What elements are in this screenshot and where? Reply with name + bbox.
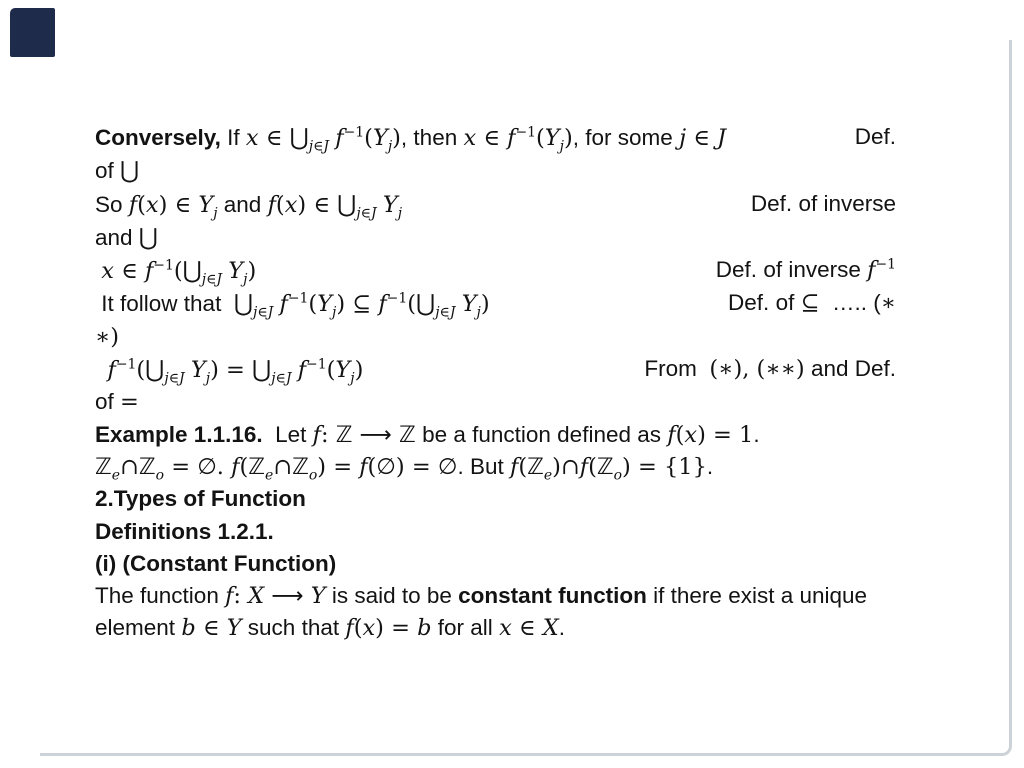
line-content (95, 389, 139, 414)
text-segment: f (509, 453, 519, 480)
text-segment: if there exist a unique (646, 583, 868, 609)
text-segment: j (243, 271, 248, 288)
text-segment: ( (239, 453, 249, 480)
text-segment: f (107, 357, 116, 384)
text-segment: ⋃ (415, 289, 436, 318)
text-segment: and (95, 224, 139, 250)
text-segment: ( (588, 453, 597, 480)
text-segment: ( (353, 615, 363, 642)
text-segment: f (144, 258, 154, 285)
text-segment: j∈J (308, 138, 330, 155)
text-line (95, 580, 930, 612)
text-segment: ℤ (527, 453, 544, 480)
text-segment: e (264, 467, 274, 484)
text-segment: ⋃ (337, 189, 357, 218)
text-segment: X (248, 583, 265, 610)
text-segment: So (95, 191, 129, 217)
text-segment: ∗ (880, 290, 896, 317)
text-segment: j∈J (271, 370, 292, 387)
text-segment: x (362, 615, 376, 642)
text-segment: ( (326, 357, 336, 384)
text-line (95, 386, 930, 418)
text-segment: be a function defined as (415, 421, 668, 447)
text-segment: element (95, 615, 182, 641)
text-segment: f (867, 257, 876, 284)
text-segment: Y (310, 583, 326, 610)
text-segment: and Def. (804, 356, 896, 382)
text-segment: such that (241, 615, 346, 641)
text-segment: ∈ (686, 125, 718, 151)
text-segment: From (644, 356, 710, 382)
text-segment: ⊆ (345, 291, 379, 318)
text-segment: f (225, 583, 234, 610)
text-segment: j (332, 304, 337, 321)
text-segment: . (753, 421, 760, 447)
text-segment: j (559, 138, 564, 155)
text-segment: ) (622, 453, 631, 480)
text-segment: ) (697, 421, 706, 448)
text-segment: j (350, 370, 355, 387)
text-segment: for all (431, 615, 500, 641)
text-segment: f (335, 125, 344, 151)
text-segment (95, 357, 108, 382)
text-line (95, 353, 930, 386)
text-segment: j (476, 304, 481, 321)
corner-accent (10, 8, 55, 57)
text-segment: −1 (287, 290, 309, 307)
text-segment: ∈ (306, 191, 338, 218)
text-segment: ) (247, 258, 257, 285)
text-segment: ∗) (95, 323, 120, 350)
text-segment: Def. of inverse (750, 190, 896, 216)
text-segment: Def. of inverse (715, 257, 868, 283)
text-segment: = (383, 615, 418, 642)
text-line (95, 419, 930, 451)
text-segment: b (181, 615, 196, 642)
text-line (95, 612, 930, 644)
text-segment: j∈J (201, 271, 223, 288)
text-segment: j∈J (435, 304, 456, 321)
line-annotation (644, 353, 930, 386)
text-line (95, 483, 930, 515)
text-segment: f (507, 125, 516, 151)
text-segment: (∅) = ∅ (367, 453, 458, 480)
text-line (95, 516, 930, 548)
text-segment: If (220, 125, 246, 150)
text-segment: ) (480, 291, 490, 318)
text-segment: o (613, 467, 623, 484)
text-segment: is said to be (325, 583, 459, 609)
text-segment: Y (228, 258, 244, 285)
line-content (95, 324, 119, 349)
text-segment: ) (336, 291, 346, 318)
text-segment: ( (675, 421, 685, 448)
text-segment: j (397, 205, 403, 222)
text-segment: (i) (Constant Function) (95, 550, 337, 576)
text-segment: ℤ (248, 453, 265, 480)
text-segment: Y (198, 191, 214, 218)
line-content (95, 287, 490, 320)
text-segment: f (378, 291, 387, 318)
text-segment: e (543, 467, 553, 484)
text-segment: ) (563, 125, 573, 151)
text-segment: ( (137, 191, 146, 218)
text-segment: Y (461, 291, 477, 318)
text-segment: ) (297, 191, 307, 218)
text-segment: Y (544, 125, 560, 151)
text-segment: ( (364, 125, 373, 151)
text-line (95, 121, 930, 154)
line-content (95, 551, 336, 576)
text-segment: ( (173, 258, 183, 285)
text-segment: J (717, 125, 727, 151)
text-line (95, 287, 930, 320)
text-segment: e (111, 467, 121, 484)
text-segment: f (279, 291, 288, 318)
slide-text (95, 121, 930, 645)
text-segment: f (345, 615, 354, 642)
text-segment: ⋃ (289, 123, 309, 151)
text-segment: = ∅. (164, 453, 232, 480)
text-segment: x (499, 615, 512, 642)
text-segment: j (387, 138, 393, 155)
text-segment: f (359, 453, 368, 480)
text-segment: ⋃ (182, 256, 202, 285)
text-segment: ( (136, 357, 146, 384)
text-segment: ∈ (476, 125, 508, 151)
line-content (95, 158, 139, 183)
text-segment: ∈ (113, 258, 145, 285)
text-segment: ∈ (511, 615, 543, 642)
text-segment: = (218, 357, 253, 384)
text-segment: Y (190, 357, 206, 384)
text-segment: x (245, 125, 259, 151)
text-segment: ) (158, 191, 168, 218)
text-segment: j (213, 205, 218, 222)
text-segment: ⊆ (800, 290, 820, 317)
text-segment: f (128, 191, 138, 218)
text-segment: x (101, 258, 114, 285)
text-segment: f (267, 191, 276, 218)
text-line (95, 451, 930, 483)
text-segment: Example 1.1.16. (95, 421, 263, 447)
text-segment: It follow that (95, 291, 234, 317)
text-line (95, 254, 930, 287)
text-segment: ∩ (273, 453, 293, 480)
text-segment: and (217, 191, 268, 217)
text-segment: Def. (854, 124, 896, 149)
text-segment: ℤ (95, 453, 112, 480)
text-segment: ( (308, 291, 318, 318)
line-content (95, 486, 306, 511)
text-segment: ⋃ (252, 355, 272, 384)
text-segment: . (558, 615, 566, 641)
line-content (95, 188, 402, 221)
text-segment: x (684, 421, 698, 448)
text-segment: = (120, 389, 139, 416)
text-segment: Y (382, 191, 398, 218)
line-content (95, 254, 256, 287)
text-segment: : (320, 421, 336, 448)
text-segment: Let (262, 421, 313, 447)
line-content (95, 453, 714, 484)
text-segment: ⟶ (352, 421, 400, 448)
text-segment: o (155, 467, 165, 484)
text-line (95, 221, 930, 254)
text-segment: ) (354, 357, 364, 384)
text-segment: ℤ (335, 421, 353, 448)
text-segment: Def. of (728, 290, 801, 316)
text-segment: ⋃ (138, 222, 158, 251)
text-line (95, 188, 930, 221)
line-content (95, 121, 726, 154)
text-segment: f (231, 453, 240, 480)
text-segment: ∩ (120, 453, 139, 480)
text-segment: ) (552, 453, 561, 480)
text-segment: Y (226, 615, 242, 642)
text-segment: j (679, 125, 687, 151)
text-segment: f (579, 453, 589, 480)
text-segment: −1 (875, 256, 896, 273)
text-segment: ∈ (195, 615, 227, 642)
text-segment: −1 (386, 290, 408, 307)
text-segment: ℤ (292, 453, 309, 480)
text-segment: . But (457, 453, 510, 479)
text-segment: ⋃ (233, 289, 254, 318)
line-content (95, 519, 274, 544)
text-segment: 2.Types of Function (95, 486, 306, 512)
line-content (95, 422, 760, 447)
text-segment: −1 (153, 257, 174, 274)
text-segment: ( (275, 191, 285, 218)
text-segment: . (706, 453, 714, 479)
text-segment: ) (210, 357, 219, 384)
text-segment: = 1 (705, 421, 754, 448)
text-segment: ⋃ (120, 156, 140, 185)
line-content (95, 353, 363, 386)
text-segment: x (145, 191, 159, 218)
text-segment: X (542, 615, 559, 642)
text-segment: ∈ (258, 125, 290, 151)
line-annotation (855, 121, 930, 154)
text-segment: j∈J (253, 304, 274, 321)
text-segment: j (205, 370, 211, 387)
text-segment: −1 (115, 356, 137, 373)
text-segment: ) (392, 125, 401, 151)
text-segment: , then (400, 125, 464, 150)
text-segment: −1 (515, 124, 537, 141)
text-segment: ℤ (399, 421, 416, 448)
text-segment: f (312, 421, 321, 448)
text-segment: ) (375, 615, 384, 642)
text-segment: j∈J (356, 205, 377, 222)
text-segment: x (284, 191, 298, 218)
text-segment: : (233, 583, 249, 610)
line-content (95, 222, 158, 251)
text-segment: f (667, 421, 676, 448)
text-line (95, 548, 930, 580)
text-segment: ) = (317, 453, 360, 480)
text-segment: −1 (306, 356, 327, 373)
text-segment: ℤ (138, 453, 156, 480)
line-content (95, 615, 565, 640)
line-annotation (716, 254, 930, 287)
text-segment: , for some (572, 125, 680, 150)
text-segment: Y (317, 291, 333, 318)
text-line (95, 154, 930, 187)
text-segment: ℤ (596, 453, 614, 480)
text-segment: = {1} (630, 453, 707, 480)
text-segment: ⋃ (145, 355, 165, 384)
text-segment: ( (536, 125, 545, 151)
text-segment: (∗), (∗∗) (709, 356, 805, 383)
line-annotation (751, 188, 930, 221)
text-segment: ∈ (167, 191, 199, 218)
text-segment: b (417, 615, 432, 642)
text-segment: j∈J (164, 370, 185, 387)
line-content (95, 583, 867, 608)
text-segment: ( (407, 291, 416, 318)
text-segment: Y (335, 357, 351, 384)
text-segment: x (463, 125, 477, 151)
text-segment: −1 (343, 124, 365, 141)
text-segment: Conversely, (95, 125, 221, 150)
text-segment: Y (372, 125, 388, 151)
text-segment: ….. ( (819, 290, 881, 316)
text-segment: ⟶ (264, 583, 311, 610)
text-segment: f (297, 357, 307, 384)
text-segment: ∩ (560, 453, 580, 480)
line-annotation (728, 287, 930, 320)
text-segment: Definitions 1.2.1. (95, 518, 274, 544)
text-segment: The function (95, 583, 226, 609)
text-segment: o (308, 467, 318, 484)
text-segment: of (95, 158, 121, 184)
text-segment: of (95, 389, 121, 415)
text-segment: constant function (458, 583, 647, 609)
text-segment: ( (518, 453, 528, 480)
text-line (95, 321, 930, 353)
